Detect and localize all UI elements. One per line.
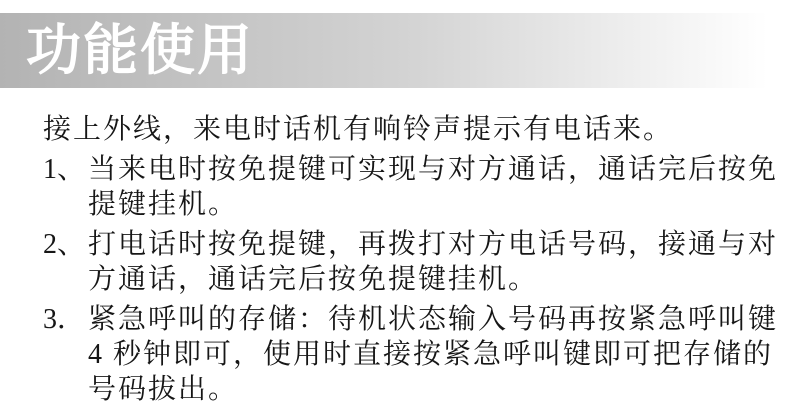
section-header-band: [0, 13, 800, 88]
list-item-2-line-2: 方通话，通话完后按免提键挂机。: [88, 264, 539, 295]
list-item-1-marker: 1、: [43, 154, 86, 185]
list-item-3-line-2: 4 秒钟即可，使用时直接按紧急呼叫键即可把存储的: [88, 339, 774, 370]
intro-paragraph: 接上外线，来电时话机有响铃声提示有电话来。: [43, 114, 674, 145]
list-item-3-line-3: 号码拔出。: [88, 374, 239, 405]
list-item-3: [43, 302, 779, 407]
list-item-1-line-1: 当来电时按免提键可实现与对方通话，通话完后按免: [88, 154, 779, 185]
list-item-1-line-2: 提键挂机。: [88, 189, 239, 220]
list-item-2: [43, 227, 779, 297]
list-item-2-marker: 2、: [43, 229, 86, 260]
page-title: 功能使用: [26, 19, 255, 81]
list-item-3-line-1: 紧急呼叫的存储：待机状态输入号码再按紧急呼叫键: [88, 304, 779, 335]
list-item-1-text: [88, 152, 778, 222]
list-item-3-text: [88, 302, 778, 407]
list-item-2-line-1: 打电话时按免提键，再拨打对方电话号码，接通与对: [88, 229, 779, 260]
list-item-1: [43, 152, 779, 222]
list-item-3-marker: 3．: [43, 304, 86, 335]
instructions-content: [43, 112, 779, 407]
list-item-2-text: [88, 227, 778, 297]
